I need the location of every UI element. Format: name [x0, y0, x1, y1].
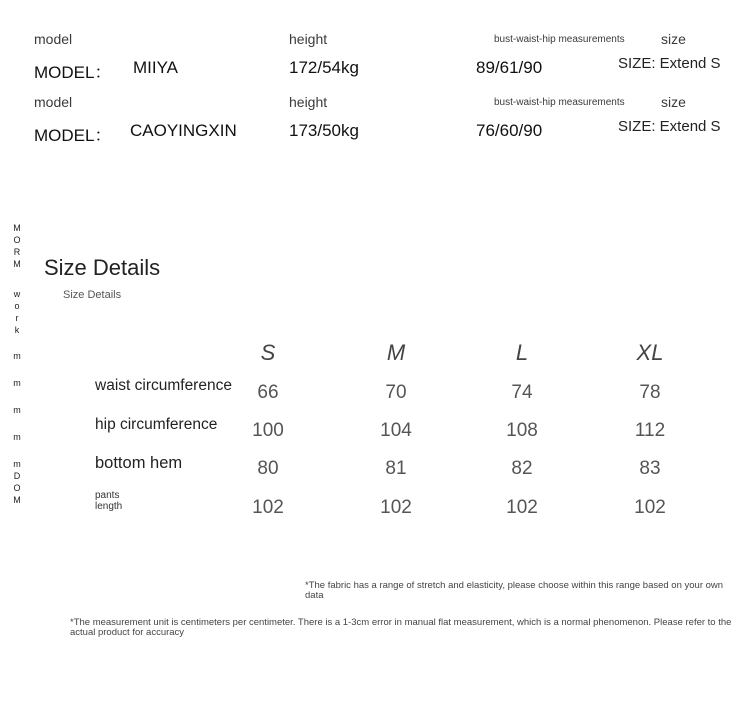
- bwh-label: bust-waist-hip measurements: [494, 34, 625, 45]
- side-char: k: [14, 325, 20, 335]
- side-char: m: [13, 378, 21, 388]
- table-cell: 108: [506, 420, 538, 441]
- model-prefix: MODEL：: [34, 63, 112, 82]
- table-cell: 83: [639, 458, 661, 479]
- side-char: M: [13, 223, 21, 233]
- model-height-weight: 172/54kg: [289, 58, 359, 77]
- side-char: m: [13, 459, 21, 469]
- row-label-hip: hip circumference: [95, 416, 218, 433]
- table-cell: 102: [506, 497, 538, 518]
- side-char: r: [15, 313, 19, 323]
- row-label-line: pants: [95, 490, 120, 501]
- table-cell: 102: [380, 497, 412, 518]
- table-cell: 81: [385, 458, 407, 479]
- side-char: m: [13, 405, 21, 415]
- side-char: o: [14, 301, 20, 311]
- side-char: O: [13, 483, 21, 493]
- side-char: M: [13, 495, 21, 505]
- size-label: size: [661, 31, 686, 47]
- side-char: m: [13, 351, 21, 361]
- size-details-subtitle: Size Details: [63, 289, 122, 301]
- model-name: CAOYINGXIN: [130, 121, 237, 140]
- column-header-s: S: [260, 340, 276, 365]
- row-label-pants-length: [95, 490, 122, 512]
- table-cell: 78: [639, 382, 661, 403]
- side-char: M: [13, 259, 21, 269]
- height-label: height: [289, 94, 328, 110]
- model-label: model: [34, 94, 73, 110]
- side-char: w: [13, 289, 21, 299]
- column-header-xl: XL: [636, 340, 664, 365]
- column-header-l: L: [515, 340, 529, 365]
- side-char: m: [13, 432, 21, 442]
- side-char: R: [13, 247, 21, 257]
- table-cell: 102: [252, 497, 284, 518]
- table-cell: 74: [511, 382, 533, 403]
- side-char: O: [13, 235, 21, 245]
- side-vertical-text: [12, 222, 22, 506]
- table-cell: 82: [511, 458, 533, 479]
- table-cell: 100: [252, 420, 284, 441]
- size-label: size: [661, 94, 686, 110]
- row-label-line: length: [95, 501, 123, 512]
- size-details-title: Size Details: [44, 255, 161, 280]
- model-size: SIZE: Extend S: [618, 55, 721, 72]
- table-cell: 80: [257, 458, 279, 479]
- stretch-note: *The fabric has a range of stretch and elasticity, please choose within this range based on your own data: [305, 580, 724, 601]
- table-cell: 112: [634, 420, 666, 441]
- model-prefix: MODEL：: [34, 126, 112, 145]
- table-cell: 66: [257, 382, 279, 403]
- side-char: D: [13, 471, 21, 481]
- bwh-label: bust-waist-hip measurements: [494, 97, 625, 108]
- model-label: model: [34, 31, 73, 47]
- model-size: SIZE: Extend S: [618, 118, 721, 135]
- table-cell: 102: [634, 497, 666, 518]
- model-bwh: 89/61/90: [476, 58, 543, 77]
- row-label-bottom-hem: bottom hem: [95, 454, 183, 472]
- measurement-note: *The measurement unit is centimeters per centimeter. There is a 1-3cm error in manual flat measurement, which is a normal phenomenon. Please refer to the actual product for accuracy: [70, 617, 732, 638]
- model-name: MIIYA: [133, 58, 179, 77]
- model-bwh: 76/60/90: [476, 121, 543, 140]
- column-header-m: M: [386, 340, 406, 365]
- model-height-weight: 173/50kg: [289, 121, 359, 140]
- table-cell: 70: [385, 382, 407, 403]
- row-label-waist: waist circumference: [95, 377, 232, 394]
- height-label: height: [289, 31, 328, 47]
- table-cell: 104: [380, 420, 412, 441]
